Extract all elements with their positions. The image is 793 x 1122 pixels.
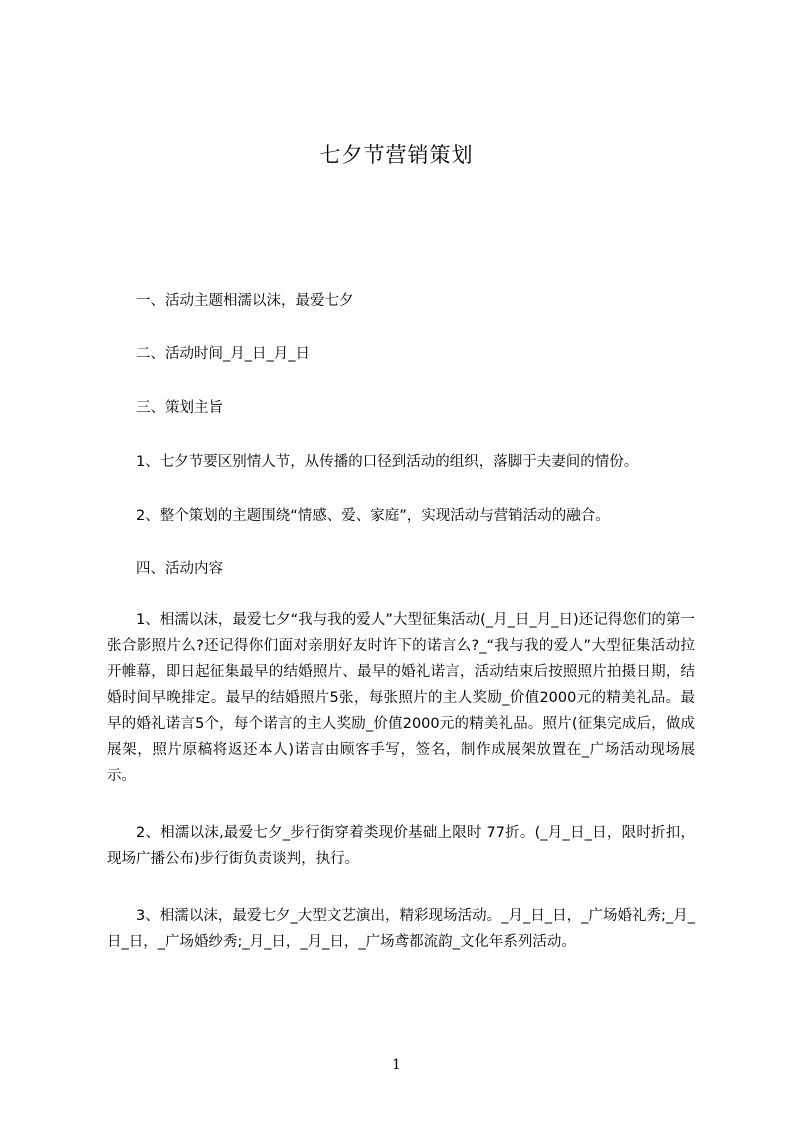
- section-heading-content: 四、活动内容: [136, 561, 223, 577]
- section-heading-purpose: 三、策划主旨: [136, 400, 223, 416]
- document-title: 七夕节营销策划: [319, 143, 474, 167]
- page-number: 1: [392, 1057, 401, 1073]
- content-paragraph-2: 2、相濡以沫,最爱七夕_步行街穿着类现价基础上限时 77折。(_月_日_日，限时折扣，现场广播公布)步行街负责谈判，执行。: [107, 825, 695, 867]
- content-paragraph-3: 3、相濡以沫，最爱七夕_大型文艺演出，精彩现场活动。_月_日_日，_广场婚礼秀;_月_日_日，_广场婚纱秀;_月_日，_月_日，_广场鸢都流韵_文化年系列活动。: [107, 908, 695, 950]
- section-heading-theme: 一、活动主题相濡以沫，最爱七夕: [136, 293, 354, 309]
- purpose-item-1: 1、七夕节要区别情人节，从传播的口径到活动的组织，落脚于夫妻间的情份。: [136, 454, 639, 470]
- content-paragraph-1: 1、相濡以沫，最爱七夕“我与我的爱人”大型征集活动(_月_日_月_日)还记得您们的第一张合影照片么?还记得你们面对亲朋好友时许下的诺言么?_“我与我的爱人”大型征集活动拉开帷幕，即日起征集最早的结婚照片、最早的婚礼诺言，活动结束后按照照片拍摄日期，结婚时间早晚排定。最早的结婚照片5张，每张照片的主人奖励_价值2000元的精美礼品。最早的婚礼诺言5个，每个诺言的主人奖励_价值2000元的精美礼品。照片(征集完成后，做成展架，照片原稿将返还本人)诺言由顾客手写，签名，制作成展架放置在_广场活动现场展示。: [107, 612, 695, 784]
- section-heading-time: 二、活动时间_月_日_月_日: [136, 346, 310, 362]
- purpose-item-2: 2、整个策划的主题围绕“情感、爱、家庭”，实现活动与营销活动的融合。: [136, 508, 610, 524]
